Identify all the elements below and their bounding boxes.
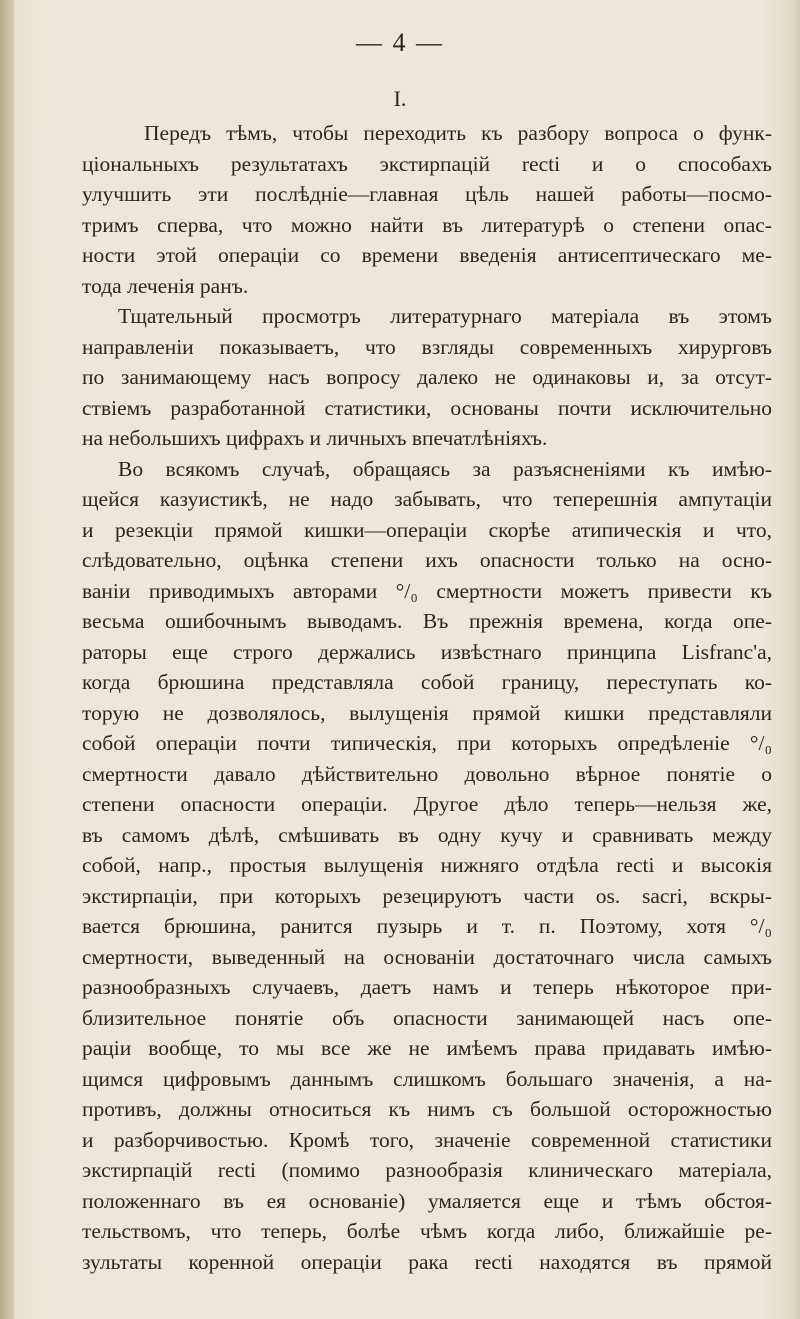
text-line: экстирпаціи, при которыхъ резецируютъ части os. sacri, вскры- bbox=[82, 883, 772, 908]
text-line: положеннаго въ ея основаніе) умаляется еще и тѣмъ обстоя- bbox=[82, 1188, 772, 1213]
text-line: вается брюшина, ранится пузырь и т. п. Поэтому, хотя °/₀ bbox=[82, 914, 772, 938]
text-line: ности этой операціи со времени введенія антисептическаго ме- bbox=[82, 243, 772, 267]
text-line: раторы еще строго держались извѣстнаго принципа Lisfranc'a, bbox=[82, 639, 772, 664]
text-line: собой операціи почти типическія, при которыхъ опредѣленіе °/₀ bbox=[82, 731, 772, 755]
text-line: слѣдовательно, оцѣнка степени ихъ опасности только на осно- bbox=[82, 548, 772, 572]
text-line: и разборчивостью. Кромѣ того, значеніе современной статистики bbox=[82, 1127, 772, 1152]
text-line: улучшить эти послѣдніе—главная цѣль нашей работы—посмо- bbox=[82, 182, 772, 206]
text-line: на небольшихъ цифрахъ и личныхъ впечатлѣніяхъ. bbox=[82, 426, 548, 450]
text-line: ваніи приводимыхъ авторами °/₀ смертности можетъ привести къ bbox=[82, 578, 772, 603]
text-line: тода леченія ранъ. bbox=[82, 273, 249, 298]
text-line: ціональныхъ результатахъ экстирпацій recti и о способахъ bbox=[82, 151, 772, 176]
text-line: тримъ сперва, что можно найти въ литературѣ о степени опас- bbox=[82, 212, 772, 237]
text-line: торую не дозволялось, вылущенія прямой кишки представляли bbox=[82, 700, 772, 725]
text-line: собой, напр., простыя вылущенія нижняго отдѣла recti и высокія bbox=[82, 853, 772, 877]
text-line: Во всякомъ случаѣ, обращаясь за разъясненіями къ имѣю- bbox=[118, 456, 772, 481]
text-line: разнообразныхъ случаевъ, даетъ намъ и теперь нѣкоторое при- bbox=[82, 975, 772, 999]
section-heading: I. bbox=[393, 86, 407, 111]
text-line: щейся казуистикѣ, не надо забывать, что теперешнія ампутаціи bbox=[82, 487, 772, 511]
text-line: степени опасности операціи. Другое дѣло теперь—нельзя же, bbox=[82, 792, 772, 816]
text-line: щимся цифровымъ даннымъ слишкомъ большаго значенія, а на- bbox=[82, 1066, 772, 1091]
text-line: и резекціи прямой кишки—операціи скорѣе атипическія и что, bbox=[82, 517, 772, 542]
body-text bbox=[82, 118, 772, 1277]
text-line: смертности давало дѣйствительно довольно вѣрное понятіе о bbox=[82, 761, 772, 786]
page-number: — 4 — bbox=[356, 28, 444, 57]
text-line: Передъ тѣмъ, чтобы переходить къ разбору вопроса о функ- bbox=[144, 121, 772, 145]
text-line: раціи вообще, то мы все же не имѣемъ права придавать имѣю- bbox=[82, 1036, 772, 1060]
text-line: когда брюшина представляла собой границу, переступать ко- bbox=[82, 670, 772, 694]
text-line: направленіи показываетъ, что взгляды современныхъ хирурговъ bbox=[82, 334, 772, 359]
page-binding-edge bbox=[0, 0, 14, 1319]
text-line: весьма ошибочнымъ выводамъ. Въ прежнія времена, когда опе- bbox=[82, 609, 772, 633]
text-line: экстирпацій recti (помимо разнообразія клиническаго матеріала, bbox=[82, 1158, 772, 1182]
text-line: по занимающему насъ вопросу далеко не одинаковы и, за отсут- bbox=[82, 365, 772, 389]
text-line: противъ, должны относиться къ нимъ съ большой осторожностью bbox=[82, 1097, 772, 1121]
text-line: въ самомъ дѣлѣ, смѣшивать въ одну кучу и сравнивать между bbox=[82, 822, 772, 847]
text-line: смертности, выведенный на основаніи достаточнаго числа самыхъ bbox=[82, 944, 772, 969]
text-line: зультаты коренной операціи рака recti находятся въ прямой bbox=[82, 1249, 772, 1274]
text-line: ствіемъ разработанной статистики, основаны почти исключительно bbox=[82, 395, 772, 420]
text-line: тельствомъ, что теперь, болѣе чѣмъ когда либо, ближайшіе ре- bbox=[82, 1219, 772, 1243]
text-line: Тщательный просмотръ литературнаго матеріала въ этомъ bbox=[118, 304, 772, 328]
text-line: близительное понятіе объ опасности занимающей насъ опе- bbox=[82, 1005, 772, 1030]
